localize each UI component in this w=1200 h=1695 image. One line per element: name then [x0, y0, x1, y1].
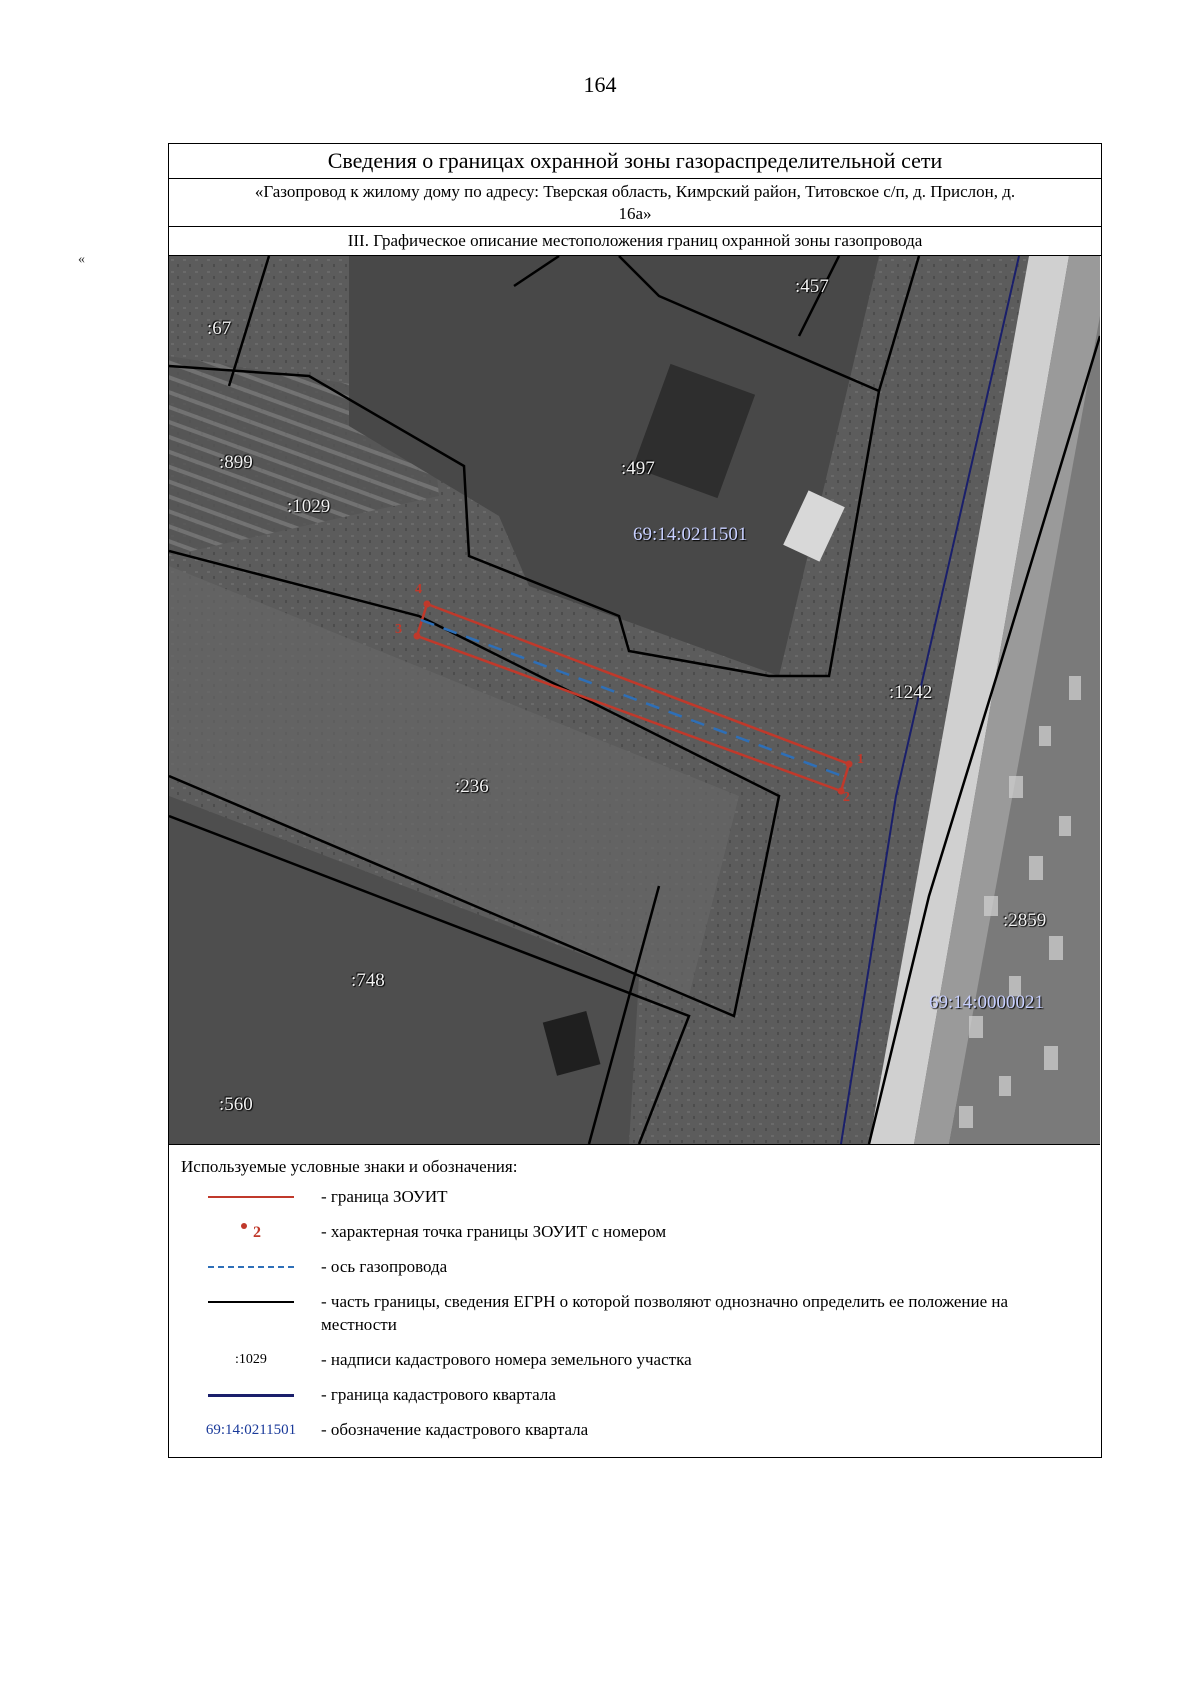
stray-mark: « — [78, 252, 85, 267]
parcel-label: :236 — [455, 776, 489, 797]
legend-item — [181, 1381, 1101, 1416]
cadastral-number-symbol — [181, 1346, 321, 1374]
legend-item — [181, 1346, 1101, 1381]
point-label-3: 3 — [395, 622, 402, 637]
section-heading: III. Графическое описание местоположения границ охранной зоны газопровода — [169, 227, 1101, 256]
legend-item-text: - ось газопровода — [321, 1257, 448, 1276]
parcel-label: :748 — [351, 970, 385, 991]
parcel-label: :457 — [795, 276, 829, 297]
legend-item — [181, 1183, 1101, 1218]
legend-item-text: - характерная точка границы ЗОУИТ с номером — [321, 1222, 667, 1241]
sheet-title: Сведения о границах охранной зоны газораспределительной сети — [169, 144, 1101, 179]
quarter-number-symbol — [181, 1416, 321, 1444]
point-label-4: 4 — [415, 582, 422, 597]
parcel-label: :899 — [219, 452, 253, 473]
navy-line-symbol — [181, 1381, 321, 1409]
legend-item-text: - надписи кадастрового номера земельного участка — [321, 1350, 692, 1369]
parcel-label: :2859 — [1003, 910, 1047, 931]
legend — [169, 1145, 1101, 1451]
page-number: 164 — [583, 72, 617, 97]
boundary-point-1 — [846, 761, 853, 768]
boundary-point-3 — [414, 633, 421, 640]
subtitle-line-1: «Газопровод к жилому дому по адресу: Тверская область, Кимрский район, Титовское с/п, д. Прислон, д. — [254, 182, 1016, 201]
legend-item-text: - граница ЗОУИТ — [321, 1187, 448, 1206]
legend-item-text: - обозначение кадастрового квартала — [321, 1420, 589, 1439]
cadastral-number-sample: :1029 — [235, 1352, 267, 1367]
legend-item-text: - граница кадастрового квартала — [321, 1385, 556, 1404]
point-label-2: 2 — [843, 790, 850, 805]
legend-item-text: - часть границы, сведения ЕГРН о которой позволяют однозначно определить ее положение на местности — [321, 1292, 1009, 1334]
subtitle-line-2: 16а» — [618, 204, 652, 223]
zone-info-sheet — [168, 143, 1102, 1458]
red-line-symbol — [181, 1183, 321, 1211]
legend-item — [181, 1416, 1101, 1451]
boundary-point-4 — [424, 601, 431, 608]
blue-dashed-line-symbol — [181, 1253, 321, 1281]
legend-item — [181, 1253, 1101, 1288]
parcel-label: :67 — [207, 318, 232, 339]
red-point-symbol — [181, 1218, 321, 1246]
legend-heading: Используемые условные знаки и обозначения: — [181, 1157, 518, 1176]
quarter-label: 69:14:0211501 — [633, 524, 748, 545]
legend-item — [181, 1218, 1101, 1253]
parcel-label: :1242 — [889, 682, 933, 703]
legend-item — [181, 1288, 1101, 1346]
parcel-label: :560 — [219, 1094, 253, 1115]
quarter-number-sample: 69:14:0211501 — [205, 1421, 297, 1438]
parcel-label: :1029 — [287, 496, 331, 517]
sheet-subtitle — [169, 179, 1101, 227]
point-symbol-number: 2 — [253, 1223, 261, 1241]
black-line-symbol — [181, 1288, 321, 1316]
quarter-label: 69:14:0000021 — [929, 992, 1045, 1013]
point-label-1: 1 — [857, 752, 864, 767]
parcel-label: :497 — [621, 458, 655, 479]
cadastral-map — [169, 256, 1100, 1145]
